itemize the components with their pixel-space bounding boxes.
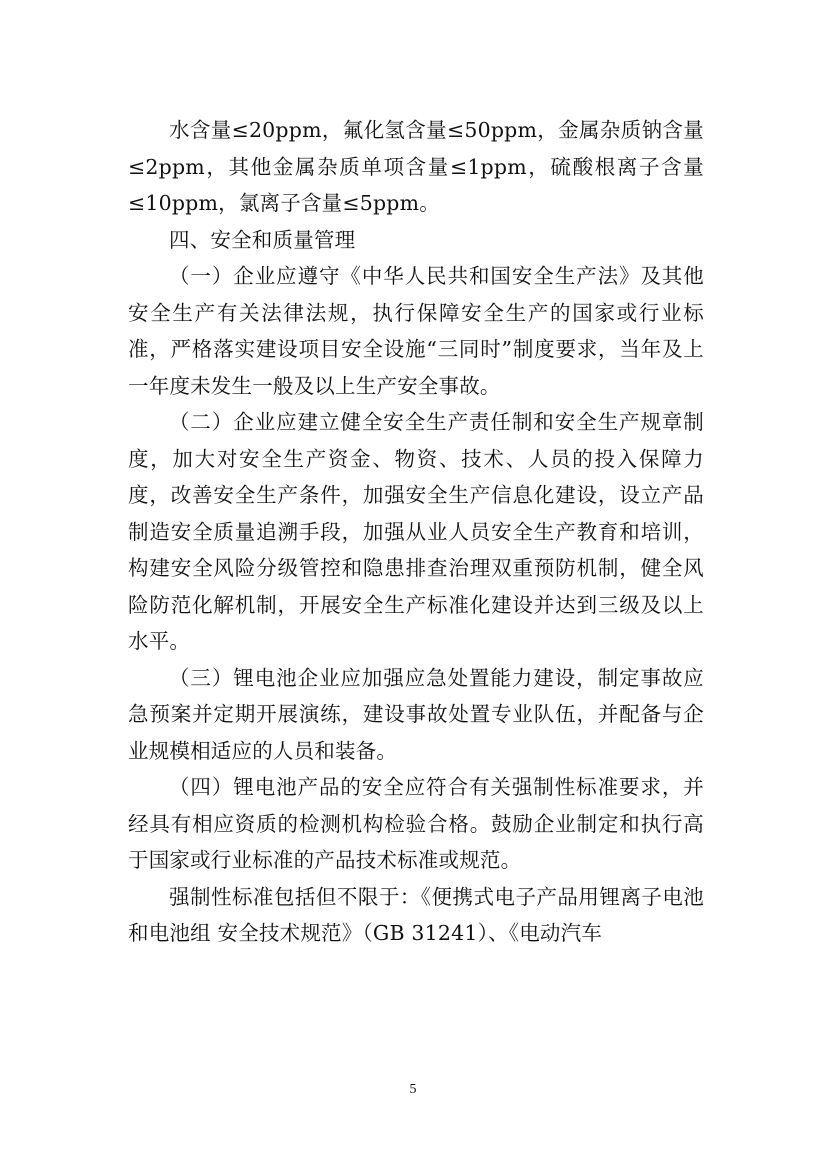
section-heading-safety-quality: 四、安全和质量管理 [169, 227, 356, 252]
document-body [128, 112, 704, 952]
paragraph-item-1: （一）企业应遵守《中华人民共和国安全生产法》及其他安全生产有关法律法规，执行保障安全生产的国家或行业标准，严格落实建设项目安全设施“三同时”制度要求，当年及上一年度未发生一般及以上生产安全事故。 [128, 264, 704, 398]
paragraph-impurity-limits: 水含量≤20ppm，氟化氢含量≤50ppm，金属杂质钠含量≤2ppm，其他金属杂质单项含量≤1ppm，硫酸根离子含量≤10ppm，氯离子含量≤5ppm。 [128, 118, 704, 215]
page-number: 5 [409, 1082, 417, 1097]
paragraph-item-2: （二）企业应建立健全安全生产责任制和安全生产规章制度，加大对安全生产资金、物资、技术、人员的投入保障力度，改善安全生产条件，加强安全生产信息化建设，设立产品制造安全质量追溯手段，加强从业人员安全生产教育和培训，构建安全风险分级管控和隐患排查治理双重预防机制，健全风险防范化解机制，开展安全生产标准化建设并达到三级及以上水平。 [128, 410, 704, 653]
paragraph-item-4: （四）锂电池产品的安全应符合有关强制性标准要求，并经具有相应资质的检测机构检验合格。鼓励企业制定和执行高于国家或行业标准的产品技术标准或规范。 [128, 775, 704, 872]
paragraph-mandatory-standards: 强制性标准包括但不限于：《便携式电子产品用锂离子电池和电池组 安全技术规范》（GB 31241）、《电动汽车 [128, 884, 704, 945]
paragraph-item-3: （三）锂电池企业应加强应急处置能力建设，制定事故应急预案并定期开展演练，建设事故处置专业队伍，并配备与企业规模相适应的人员和装备。 [128, 665, 704, 763]
